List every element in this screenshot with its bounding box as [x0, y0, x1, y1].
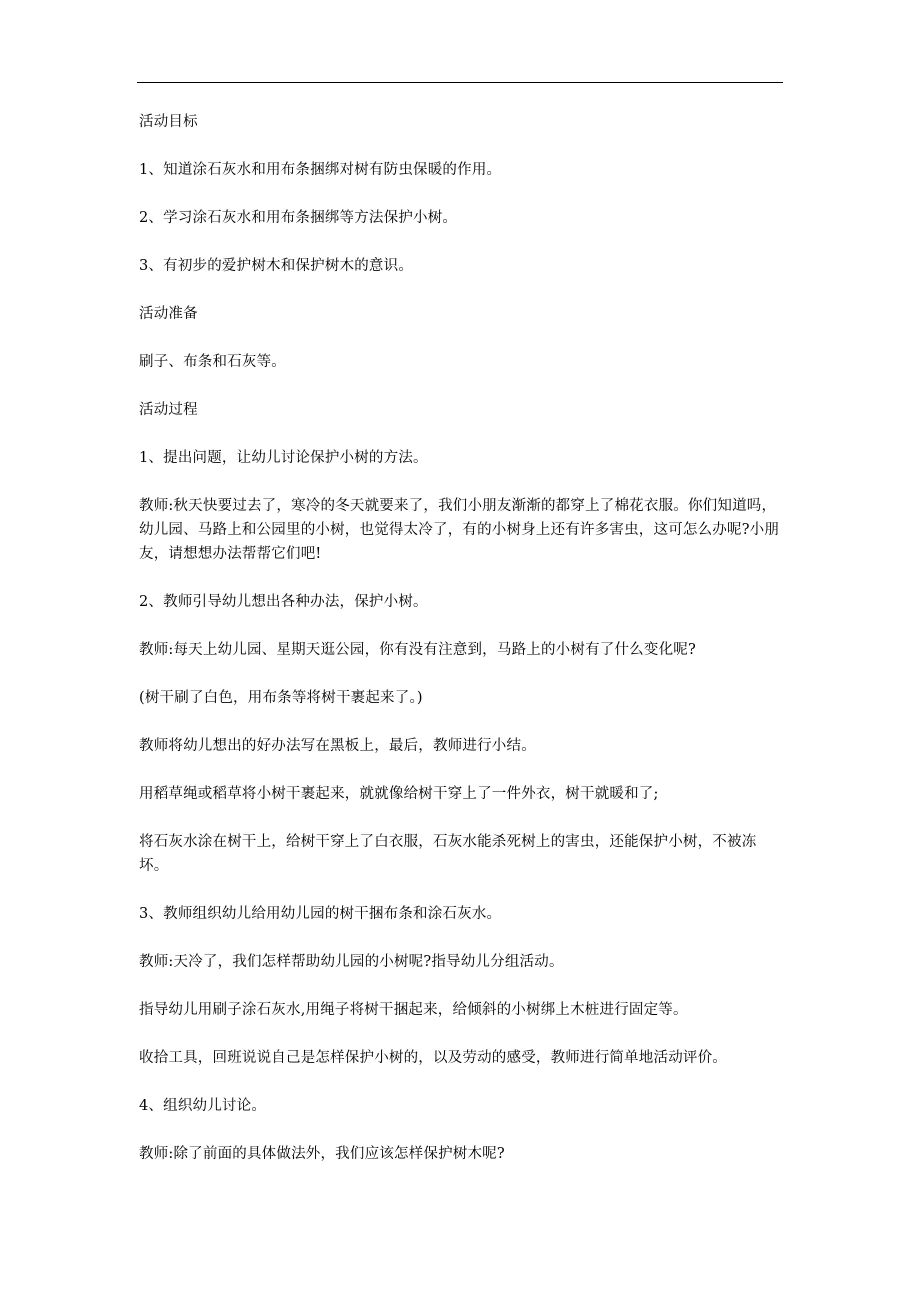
section-heading-preparation: 活动准备: [139, 306, 198, 322]
guidance-activity: 指导幼儿用刷子涂石灰水,用绳子将树干捆起来，给倾斜的小树绑上木桩进行固定等。: [139, 1002, 688, 1018]
teacher-dialogue-1: 教师:秋天快要过去了，寒冷的冬天就要来了，我们小朋友渐渐的都穿上了棉花衣服。你们知道吗，幼儿园、马路上和公园里的小树，也觉得太冷了，有的小树身上还有许多害虫，这可怎么办呢?小朋友，请想想办法帮帮它们吧!: [139, 498, 780, 562]
process-step-2: 2、教师引导幼儿想出各种办法，保护小树。: [139, 594, 428, 610]
goal-item-1: 1、知道涂石灰水和用布条捆绑对树有防虫保暖的作用。: [139, 162, 502, 178]
expected-answer: (树干刷了白色，用布条等将树干裹起来了。): [139, 690, 423, 706]
method-lime-paint: 将石灰水涂在树干上，给树干穿上了白衣服，石灰水能杀死树上的害虫，还能保护小树，不被冻坏。: [139, 834, 757, 874]
process-step-3: 3、教师组织幼儿给用幼儿园的树干捆布条和涂石灰水。: [139, 906, 502, 922]
teacher-dialogue-4: 教师:除了前面的具体做法外，我们应该怎样保护树木呢?: [139, 1146, 505, 1162]
teacher-dialogue-3: 教师:天冷了，我们怎样帮助幼儿园的小树呢?指导幼儿分组活动。: [139, 954, 564, 970]
header-rule: [137, 82, 783, 83]
wrap-up-evaluation: 收拾工具，回班说说自己是怎样保护小树的，以及劳动的感受，教师进行简单地活动评价。: [139, 1050, 727, 1066]
process-step-1: 1、提出问题，让幼儿讨论保护小树的方法。: [139, 450, 428, 466]
preparation-materials: 刷子、布条和石灰等。: [139, 354, 286, 370]
method-straw-wrap: 用稻草绳或稻草将小树干裹起来，就就像给树干穿上了一件外衣，树干就暖和了;: [139, 786, 659, 802]
teacher-summary: 教师将幼儿想出的好办法写在黑板上，最后，教师进行小结。: [139, 738, 536, 754]
teacher-dialogue-2: 教师:每天上幼儿园、星期天逛公园，你有没有注意到，马路上的小树有了什么变化呢?: [139, 642, 696, 658]
document-body: [139, 110, 785, 1190]
process-step-4: 4、组织幼儿讨论。: [139, 1098, 267, 1114]
section-heading-goals: 活动目标: [139, 114, 198, 130]
goal-item-2: 2、学习涂石灰水和用布条捆绑等方法保护小树。: [139, 210, 458, 226]
section-heading-process: 活动过程: [139, 402, 198, 418]
goal-item-3: 3、有初步的爱护树木和保护树木的意识。: [139, 258, 414, 274]
